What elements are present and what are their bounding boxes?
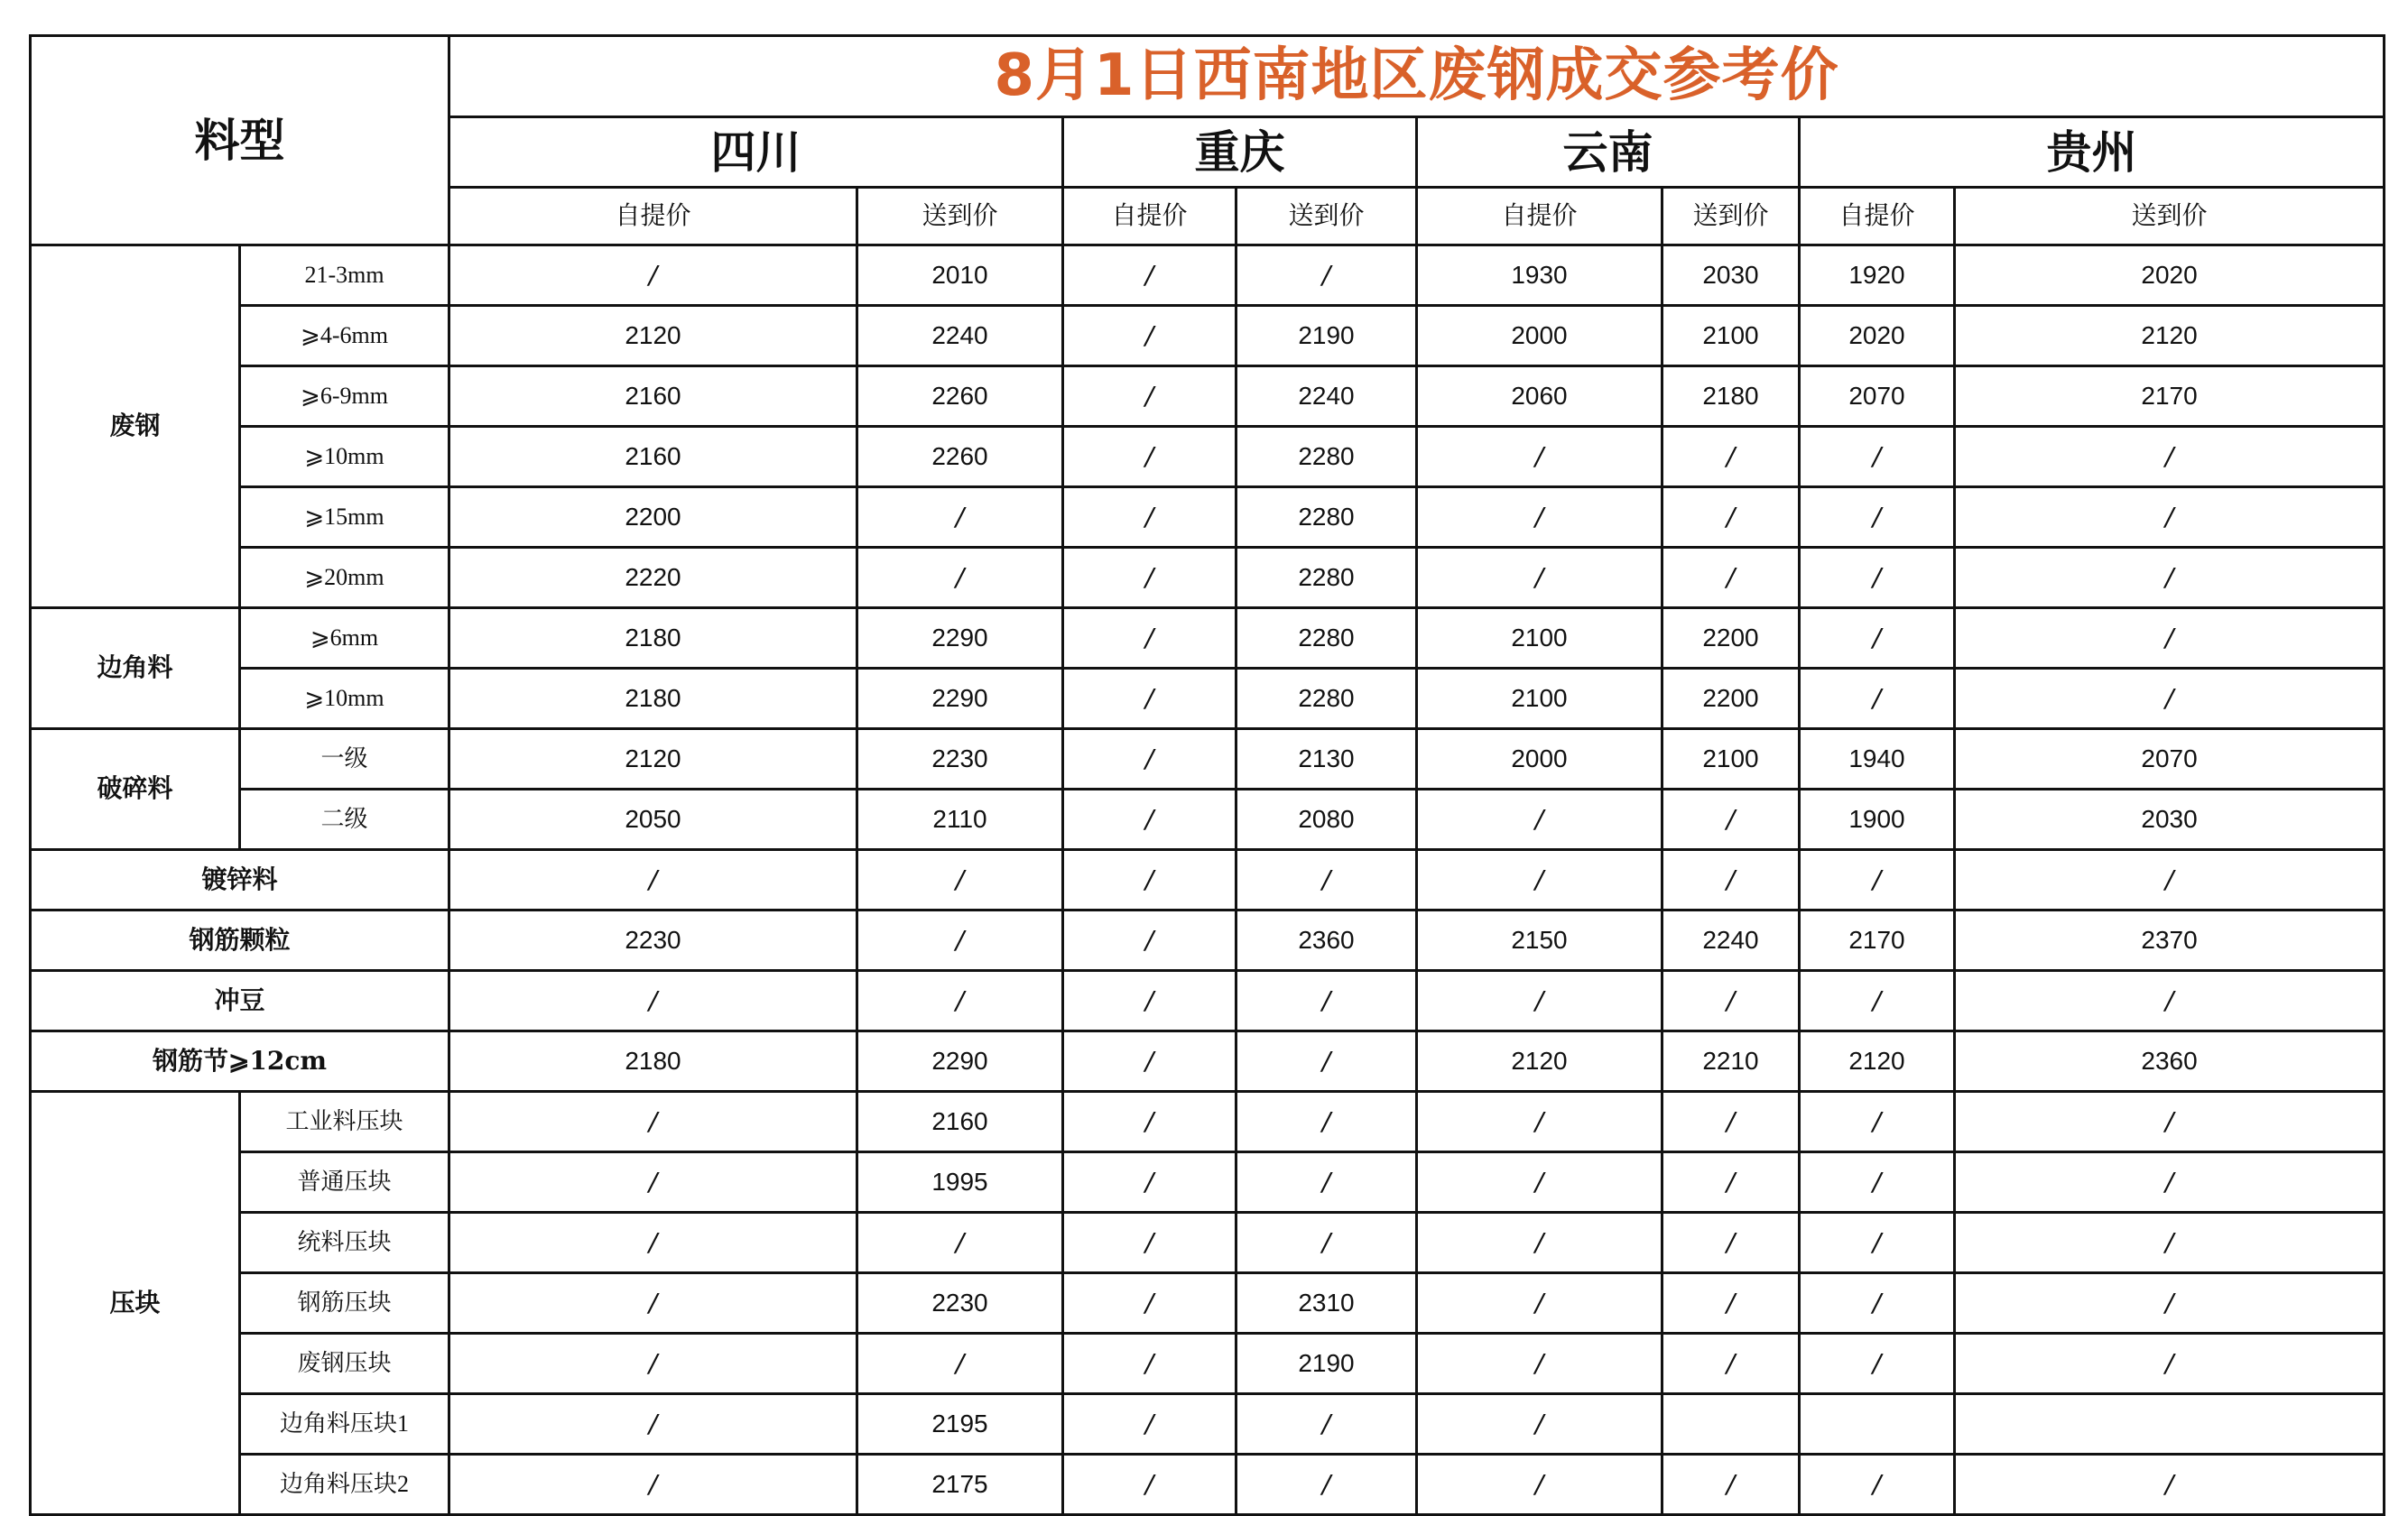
region-header-guizhou: 贵州 (1800, 117, 2385, 188)
price-cell: / (1236, 1031, 1417, 1092)
subtype-label: 21-3mm (240, 245, 449, 306)
price-cell: / (1955, 1455, 2385, 1515)
price-cell: / (1417, 548, 1662, 608)
price-cell: / (1063, 427, 1236, 487)
subtype-label: 普通压块 (240, 1152, 449, 1213)
price-cell: / (1417, 1152, 1662, 1213)
price-cell: 2110 (857, 790, 1063, 850)
price-cell: 2280 (1236, 487, 1417, 548)
region-header-chongqing: 重庆 (1063, 117, 1417, 188)
subtype-label: 二级 (240, 790, 449, 850)
price-cell: 2120 (449, 306, 857, 366)
price-cell: 2100 (1417, 669, 1662, 729)
price-cell: / (1800, 1273, 1955, 1334)
price-cell (1662, 1394, 1800, 1455)
price-cell: 2150 (1417, 911, 1662, 971)
price-cell: / (1662, 1152, 1800, 1213)
price-cell: / (857, 850, 1063, 911)
price-cell: / (449, 1455, 857, 1515)
subtype-label: ⩾20mm (240, 548, 449, 608)
table-row (31, 608, 2385, 669)
price-cell: 2120 (1800, 1031, 1955, 1092)
price-cell: 2030 (1955, 790, 2385, 850)
price-cell: / (1063, 1152, 1236, 1213)
price-cell: / (1063, 1031, 1236, 1092)
price-cell: / (1800, 608, 1955, 669)
price-cell: / (1955, 1334, 2385, 1394)
price-cell: / (449, 1273, 857, 1334)
price-cell: / (1662, 1273, 1800, 1334)
price-cell: / (1662, 427, 1800, 487)
price-cell (1800, 1394, 1955, 1455)
table-row (31, 245, 2385, 306)
table-row (31, 1394, 2385, 1455)
price-cell: 2100 (1662, 306, 1800, 366)
table-row (31, 427, 2385, 487)
price-cell: 2280 (1236, 427, 1417, 487)
price-cell: / (1800, 1152, 1955, 1213)
price-cell: 2070 (1955, 729, 2385, 790)
price-cell: / (449, 1394, 857, 1455)
price-cell: / (1800, 1092, 1955, 1152)
price-cell: 2180 (1662, 366, 1800, 427)
price-cell: 2290 (857, 1031, 1063, 1092)
price-cell: 2180 (449, 1031, 857, 1092)
price-cell: / (1800, 669, 1955, 729)
table-row (31, 1455, 2385, 1515)
price-table (29, 34, 2385, 1516)
price-cell: / (1063, 608, 1236, 669)
price-cell: / (1800, 427, 1955, 487)
price-cell: / (1955, 487, 2385, 548)
price-cell: / (449, 1152, 857, 1213)
price-cell: / (1417, 1273, 1662, 1334)
price-cell: 2120 (1417, 1031, 1662, 1092)
price-cell: 1900 (1800, 790, 1955, 850)
price-cell: 2010 (857, 245, 1063, 306)
price-cell: / (1662, 1213, 1800, 1273)
price-cell: 2160 (449, 366, 857, 427)
price-type-header: 自提价 (1417, 188, 1662, 245)
price-cell: / (1662, 1334, 1800, 1394)
table-row (31, 1031, 2385, 1092)
price-cell: 2310 (1236, 1273, 1417, 1334)
price-cell: / (1063, 971, 1236, 1031)
price-cell: / (1800, 971, 1955, 1031)
category-label: 边角料 (31, 608, 240, 729)
category-label: 钢筋颗粒 (31, 911, 449, 971)
price-cell: 1995 (857, 1152, 1063, 1213)
price-cell: / (1955, 1213, 2385, 1273)
price-cell: 2195 (857, 1394, 1063, 1455)
price-cell: / (449, 1334, 857, 1394)
price-cell: / (1417, 790, 1662, 850)
price-cell: 2120 (1955, 306, 2385, 366)
price-cell: 2180 (449, 669, 857, 729)
price-cell: 2170 (1955, 366, 2385, 427)
price-cell: 2240 (857, 306, 1063, 366)
subtype-label: ⩾6-9mm (240, 366, 449, 427)
price-cell: 2180 (449, 608, 857, 669)
price-cell: 2200 (1662, 669, 1800, 729)
price-cell: 2200 (1662, 608, 1800, 669)
price-cell: 1930 (1417, 245, 1662, 306)
table-row (31, 306, 2385, 366)
price-cell: / (1236, 245, 1417, 306)
price-type-header: 送到价 (1236, 188, 1417, 245)
price-cell: 2020 (1955, 245, 2385, 306)
subtype-label: 钢筋压块 (240, 1273, 449, 1334)
category-label: 钢筋节⩾12cm (31, 1031, 449, 1092)
price-cell: 1920 (1800, 245, 1955, 306)
price-cell: / (1063, 729, 1236, 790)
subtype-label: 边角料压块2 (240, 1455, 449, 1515)
price-cell: 2000 (1417, 306, 1662, 366)
price-type-header: 自提价 (1800, 188, 1955, 245)
price-cell: / (1662, 487, 1800, 548)
subtype-label: 废钢压块 (240, 1334, 449, 1394)
table-row (31, 366, 2385, 427)
price-cell: / (1063, 1273, 1236, 1334)
price-cell: / (1800, 1334, 1955, 1394)
price-cell: 2160 (857, 1092, 1063, 1152)
table-row (31, 548, 2385, 608)
price-cell: / (449, 971, 857, 1031)
table-row (31, 487, 2385, 548)
price-cell: / (1955, 850, 2385, 911)
price-cell: 2030 (1662, 245, 1800, 306)
subtype-label: ⩾10mm (240, 669, 449, 729)
price-cell: 2050 (449, 790, 857, 850)
price-cell: 2230 (449, 911, 857, 971)
price-type-header: 自提价 (1063, 188, 1236, 245)
price-cell: 2020 (1800, 306, 1955, 366)
subtype-label: ⩾10mm (240, 427, 449, 487)
corner-label: 料型 (31, 36, 449, 245)
price-cell: 2240 (1236, 366, 1417, 427)
price-cell: / (1417, 971, 1662, 1031)
price-cell: / (1063, 1334, 1236, 1394)
price-cell: / (1955, 971, 2385, 1031)
price-cell: 2000 (1417, 729, 1662, 790)
price-cell: / (857, 911, 1063, 971)
price-cell: 2170 (1800, 911, 1955, 971)
price-cell: / (1236, 850, 1417, 911)
price-cell: 2260 (857, 427, 1063, 487)
price-cell: / (449, 850, 857, 911)
price-cell: / (1955, 608, 2385, 669)
price-cell: / (1063, 366, 1236, 427)
price-cell: 2190 (1236, 306, 1417, 366)
price-cell: / (857, 487, 1063, 548)
price-cell: / (1063, 790, 1236, 850)
price-cell: / (1417, 850, 1662, 911)
table-row (31, 790, 2385, 850)
price-cell: / (857, 971, 1063, 1031)
price-cell: 2360 (1955, 1031, 2385, 1092)
category-label: 冲豆 (31, 971, 449, 1031)
price-cell: / (1063, 669, 1236, 729)
price-cell: / (1800, 850, 1955, 911)
price-cell: 2260 (857, 366, 1063, 427)
price-cell: / (1662, 790, 1800, 850)
price-cell: 1940 (1800, 729, 1955, 790)
price-cell: / (1063, 850, 1236, 911)
price-cell: / (449, 245, 857, 306)
price-cell: 2120 (449, 729, 857, 790)
price-cell: / (1236, 1213, 1417, 1273)
price-cell: / (1063, 1092, 1236, 1152)
price-cell: / (1063, 487, 1236, 548)
price-cell: / (1955, 1092, 2385, 1152)
price-cell: / (1955, 1273, 2385, 1334)
page-title: 8月1日西南地区废钢成交参考价 (449, 36, 2385, 117)
price-cell: / (1236, 1455, 1417, 1515)
price-cell: 2230 (857, 1273, 1063, 1334)
price-cell: / (1800, 1455, 1955, 1515)
price-type-header: 自提价 (449, 188, 857, 245)
table-row (31, 1213, 2385, 1273)
price-cell: / (857, 1213, 1063, 1273)
price-cell: / (1417, 1455, 1662, 1515)
price-type-header: 送到价 (857, 188, 1063, 245)
subtype-label: 一级 (240, 729, 449, 790)
region-header-sichuan: 四川 (449, 117, 1063, 188)
price-cell (1955, 1394, 2385, 1455)
price-cell: / (857, 1334, 1063, 1394)
price-cell: 2230 (857, 729, 1063, 790)
price-cell: 2240 (1662, 911, 1800, 971)
price-cell: / (1063, 1213, 1236, 1273)
price-cell: / (1662, 1455, 1800, 1515)
price-cell: 2210 (1662, 1031, 1800, 1092)
price-cell: 2220 (449, 548, 857, 608)
subtype-label: ⩾6mm (240, 608, 449, 669)
price-cell: / (1063, 245, 1236, 306)
price-cell: 2280 (1236, 669, 1417, 729)
price-type-header: 送到价 (1955, 188, 2385, 245)
price-cell: 2200 (449, 487, 857, 548)
price-cell: 2130 (1236, 729, 1417, 790)
price-cell: / (1955, 548, 2385, 608)
price-cell: 2070 (1800, 366, 1955, 427)
table-row (31, 1092, 2385, 1152)
table-row (31, 911, 2385, 971)
price-cell: / (1236, 1152, 1417, 1213)
price-cell: / (1955, 427, 2385, 487)
price-cell: 2290 (857, 669, 1063, 729)
table-row (31, 669, 2385, 729)
price-cell: / (857, 548, 1063, 608)
table-row (31, 1273, 2385, 1334)
price-cell: 2100 (1662, 729, 1800, 790)
table-row (31, 1334, 2385, 1394)
price-cell: / (1236, 971, 1417, 1031)
price-cell: / (1236, 1394, 1417, 1455)
price-cell: / (1955, 1152, 2385, 1213)
subtype-label: ⩾15mm (240, 487, 449, 548)
subtype-label: 统料压块 (240, 1213, 449, 1273)
category-label: 压块 (31, 1092, 240, 1515)
price-cell: / (1063, 306, 1236, 366)
price-cell: 2060 (1417, 366, 1662, 427)
price-cell: / (1800, 487, 1955, 548)
price-cell: 2100 (1417, 608, 1662, 669)
price-cell: 2190 (1236, 1334, 1417, 1394)
price-cell: 2280 (1236, 548, 1417, 608)
price-cell: 2175 (857, 1455, 1063, 1515)
price-cell: / (1417, 1092, 1662, 1152)
region-header-yunnan: 云南 (1417, 117, 1800, 188)
price-cell: / (1662, 850, 1800, 911)
price-cell: / (1063, 1455, 1236, 1515)
price-cell: / (1417, 1213, 1662, 1273)
price-cell: / (1063, 1394, 1236, 1455)
table-row (31, 850, 2385, 911)
price-cell: 2280 (1236, 608, 1417, 669)
price-cell: / (1417, 1394, 1662, 1455)
table-row (31, 729, 2385, 790)
category-label: 破碎料 (31, 729, 240, 850)
price-cell: / (1662, 971, 1800, 1031)
price-cell: / (449, 1213, 857, 1273)
price-cell: / (1063, 548, 1236, 608)
price-cell: / (1417, 427, 1662, 487)
price-type-header: 送到价 (1662, 188, 1800, 245)
price-cell: / (1800, 548, 1955, 608)
price-cell: 2080 (1236, 790, 1417, 850)
price-cell: 2160 (449, 427, 857, 487)
price-cell: / (1800, 1213, 1955, 1273)
table-row (31, 971, 2385, 1031)
category-label: 废钢 (31, 245, 240, 608)
price-cell: / (449, 1092, 857, 1152)
price-cell: / (1063, 911, 1236, 971)
price-cell: / (1955, 669, 2385, 729)
price-cell: / (1662, 548, 1800, 608)
subtype-label: ⩾4-6mm (240, 306, 449, 366)
price-cell: / (1417, 487, 1662, 548)
category-label: 镀锌料 (31, 850, 449, 911)
price-cell: / (1236, 1092, 1417, 1152)
price-cell: / (1662, 1092, 1800, 1152)
price-cell: 2290 (857, 608, 1063, 669)
price-cell: / (1417, 1334, 1662, 1394)
price-cell: 2370 (1955, 911, 2385, 971)
table-row (31, 1152, 2385, 1213)
subtype-label: 工业料压块 (240, 1092, 449, 1152)
subtype-label: 边角料压块1 (240, 1394, 449, 1455)
price-cell: 2360 (1236, 911, 1417, 971)
